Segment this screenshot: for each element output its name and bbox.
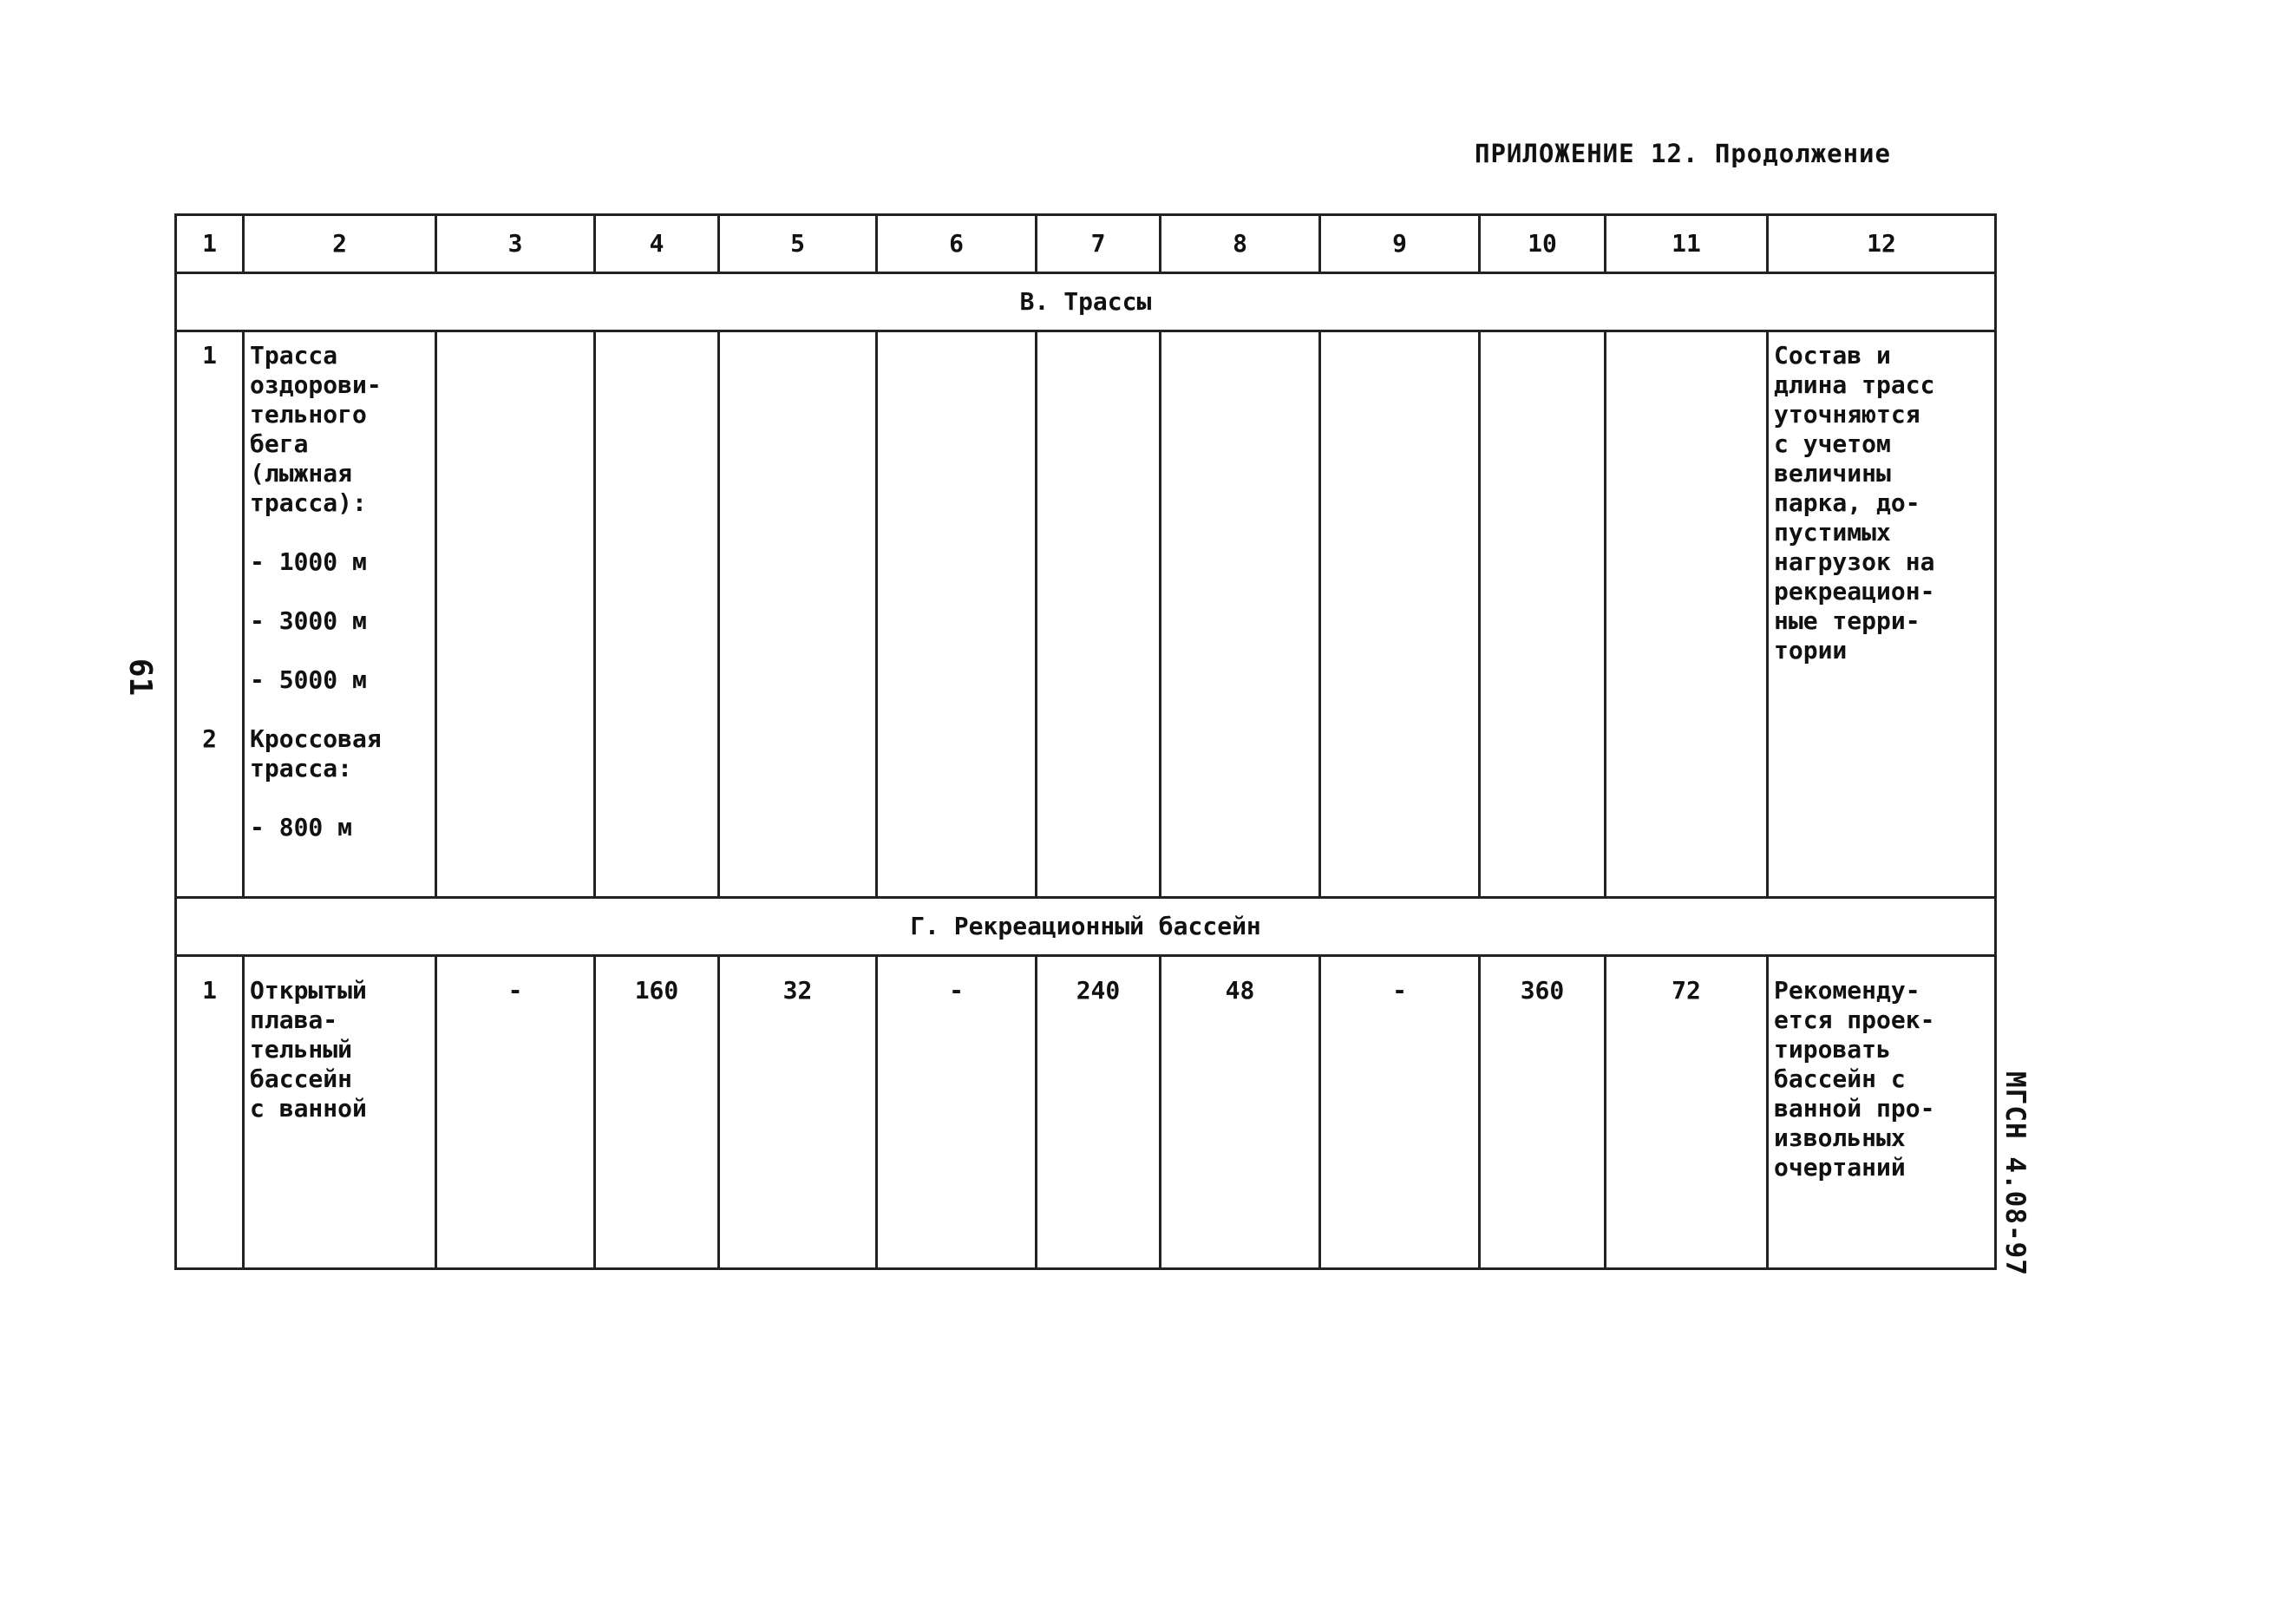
distance-value: - 800 м xyxy=(250,813,353,841)
note-line: Состав и xyxy=(1774,341,1891,370)
item-name-line: бассейн xyxy=(250,1064,353,1093)
distance-value: - 1000 м xyxy=(250,547,367,576)
note-cell xyxy=(1768,331,1996,898)
document-code: МГСН 4.08-97 xyxy=(1999,1071,2031,1276)
column-header: 7 xyxy=(1037,215,1161,273)
note-line: парка, до- xyxy=(1774,488,1920,517)
empty-cell xyxy=(1480,331,1606,898)
value-cell: 240 xyxy=(1037,956,1161,1269)
note-line: уточняются xyxy=(1774,400,1920,429)
value-cell: - xyxy=(877,956,1037,1269)
page-number: 61 xyxy=(122,658,159,697)
note-line: Рекоменду- xyxy=(1774,976,1920,1005)
note-line: ные терри- xyxy=(1774,606,1920,635)
note-line: тировать xyxy=(1774,1035,1891,1064)
item-name-line: Трасса xyxy=(250,341,338,370)
pool-row xyxy=(176,956,1996,1269)
note-line: пустимых xyxy=(1774,518,1891,547)
item-name-cell xyxy=(244,956,436,1269)
item-name-line: трасса: xyxy=(250,754,353,783)
empty-cell xyxy=(595,331,719,898)
column-header: 3 xyxy=(436,215,595,273)
column-header: 12 xyxy=(1768,215,1996,273)
item-name-line: Кроссовая xyxy=(250,724,382,753)
note-line: бассейн с xyxy=(1774,1064,1906,1093)
column-header: 11 xyxy=(1606,215,1768,273)
note-line: очертаний xyxy=(1774,1153,1906,1182)
item-number: 2 xyxy=(202,724,217,753)
column-header: 1 xyxy=(176,215,244,273)
column-header: 10 xyxy=(1480,215,1606,273)
spacer xyxy=(182,370,237,724)
distance-value: - 3000 м xyxy=(250,606,367,635)
item-name-line: Открытый xyxy=(250,976,367,1005)
note-line: ванной про- xyxy=(1774,1094,1935,1123)
appendix-header: ПРИЛОЖЕНИЕ 12. Продолжение xyxy=(1475,139,1891,168)
note-line: с учетом xyxy=(1774,429,1891,458)
column-header: 8 xyxy=(1161,215,1320,273)
value-cell: 360 xyxy=(1480,956,1606,1269)
column-header: 2 xyxy=(244,215,436,273)
empty-cell xyxy=(1606,331,1768,898)
note-line: длина трасс xyxy=(1774,370,1935,399)
item-name-line: трасса): xyxy=(250,488,367,517)
distance-value: - 5000 м xyxy=(250,665,367,694)
empty-cell xyxy=(436,331,595,898)
note-line: нагрузок на xyxy=(1774,547,1935,576)
section-row-pool xyxy=(176,898,1996,956)
column-header: 9 xyxy=(1320,215,1480,273)
value-cell: 160 xyxy=(595,956,719,1269)
section-title-trails: В. Трассы xyxy=(176,273,1996,331)
trails-row xyxy=(176,331,1996,898)
item-number-cell xyxy=(176,331,244,898)
empty-cell xyxy=(719,331,877,898)
item-name-line: бега xyxy=(250,429,309,458)
column-header: 5 xyxy=(719,215,877,273)
item-name-line: плава- xyxy=(250,1005,338,1034)
note-line: ется проек- xyxy=(1774,1005,1935,1034)
appendix-table xyxy=(174,213,1997,1270)
value-cell: - xyxy=(1320,956,1480,1269)
empty-cell xyxy=(1320,331,1480,898)
empty-cell xyxy=(1037,331,1161,898)
item-name-line: (лыжная xyxy=(250,459,353,488)
item-number: 1 xyxy=(176,956,244,1269)
column-header: 6 xyxy=(877,215,1037,273)
item-name-line: с ванной xyxy=(250,1094,367,1123)
note-line: рекреацион- xyxy=(1774,577,1935,606)
section-title-pool: Г. Рекреационный бассейн xyxy=(176,898,1996,956)
empty-cell xyxy=(877,331,1037,898)
section-row-trails xyxy=(176,273,1996,331)
item-name-line: тельного xyxy=(250,400,367,429)
note-line: извольных xyxy=(1774,1123,1906,1152)
column-header: 4 xyxy=(595,215,719,273)
note-line: тории xyxy=(1774,636,1848,665)
column-number-row xyxy=(176,215,1996,273)
note-line: величины xyxy=(1774,459,1891,488)
note-cell xyxy=(1768,956,1996,1269)
value-cell: 48 xyxy=(1161,956,1320,1269)
item-name-line: оздорови- xyxy=(250,370,382,399)
value-cell: - xyxy=(436,956,595,1269)
value-cell: 72 xyxy=(1606,956,1768,1269)
value-cell: 32 xyxy=(719,956,877,1269)
empty-cell xyxy=(1161,331,1320,898)
item-name-line: тельный xyxy=(250,1035,353,1064)
item-number: 1 xyxy=(202,341,217,370)
item-name-cell xyxy=(244,331,436,898)
